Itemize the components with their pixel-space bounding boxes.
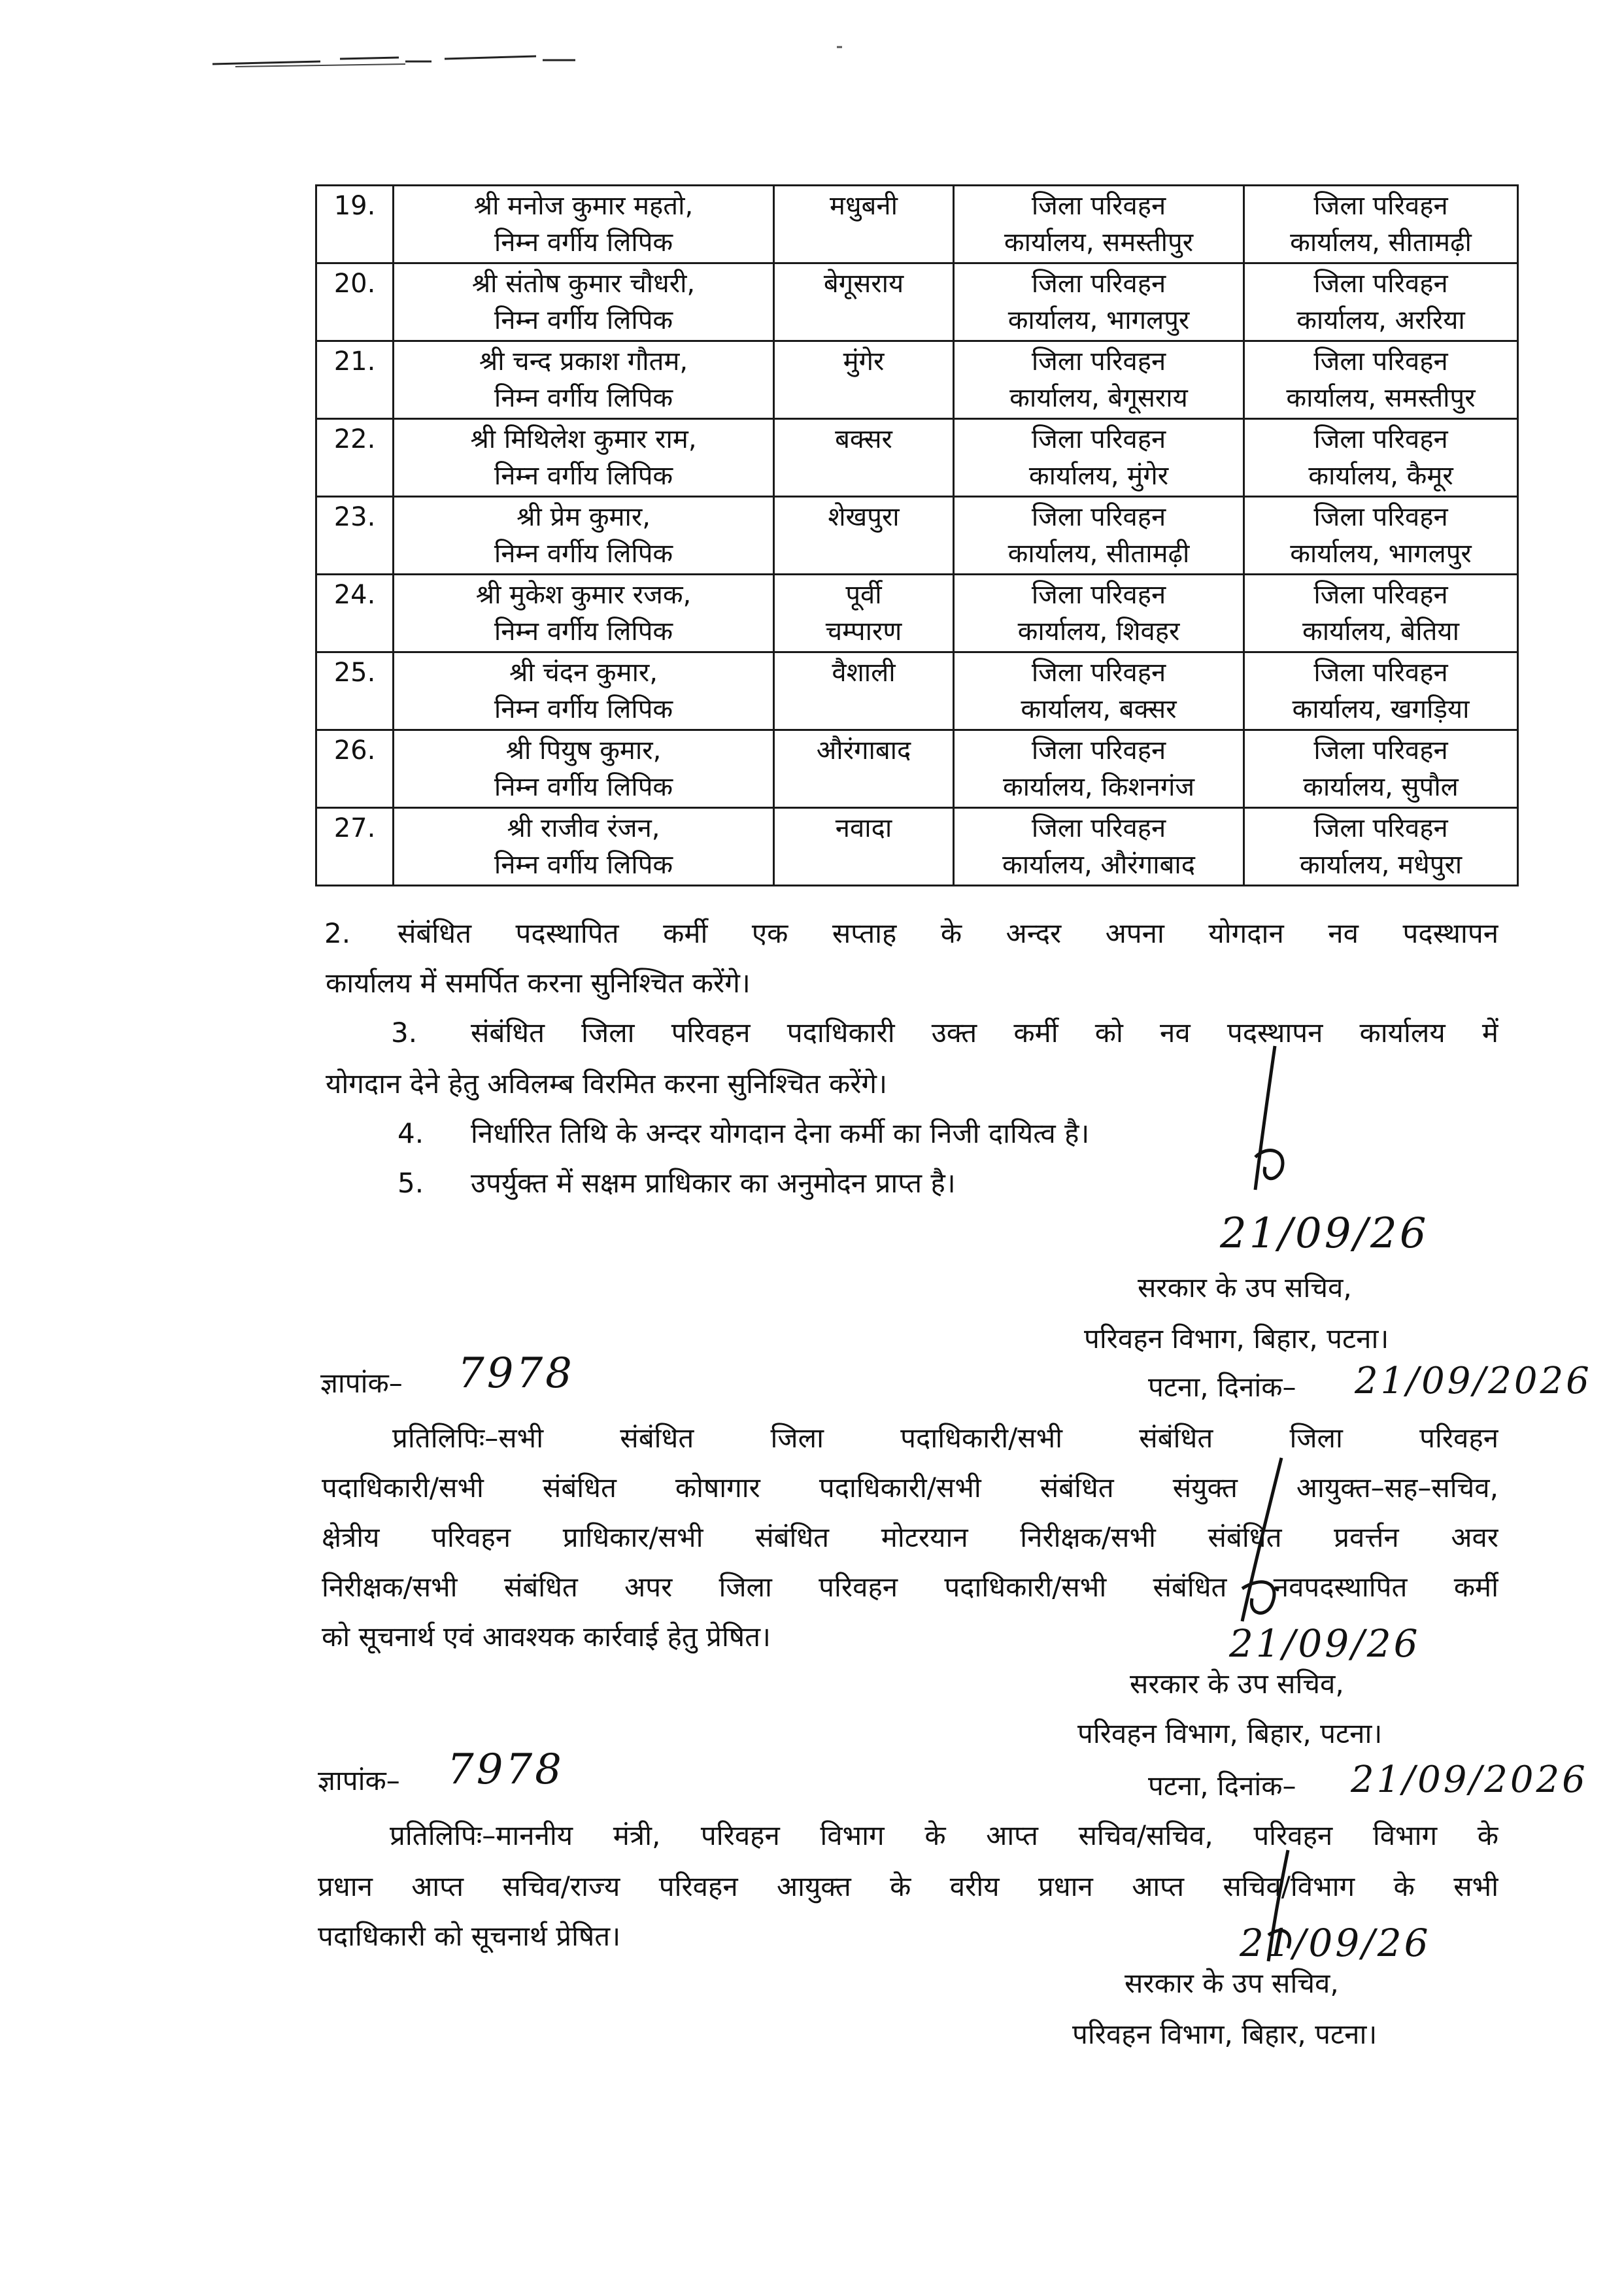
home-district-cell	[774, 652, 954, 730]
point-4-number: 4.	[398, 1117, 424, 1149]
current-office-line: कार्यालय, शिवहर	[1017, 616, 1180, 647]
new-office-cell	[1244, 341, 1518, 419]
employee-name: श्री मनोज कुमार महतो,	[473, 191, 694, 221]
employee-cell	[394, 808, 774, 886]
current-office-line: कार्यालय, औरंगाबाद	[1002, 850, 1195, 880]
home-district-line: मधुबनी	[830, 191, 898, 221]
point-3-number: 3.	[391, 1017, 418, 1049]
new-office-line: जिला परिवहन	[1313, 269, 1448, 299]
memo-1-line-2: पदाधिकारी/सभी संबंधित कोषागार पदाधिकारी/सभी संबंधित संयुक्त आयुक्त–सह–सचिव,	[322, 1472, 1498, 1504]
employee-name: श्री प्रेम कुमार,	[516, 502, 651, 532]
current-office-cell	[954, 341, 1244, 419]
signature-3-designation: सरकार के उप सचिव,	[1125, 1967, 1339, 1999]
signature-date-3: 21/09/26	[1240, 1921, 1431, 1965]
table-row	[316, 419, 1518, 497]
home-district-line: नवादा	[835, 813, 892, 843]
current-office-line: कार्यालय, बेगूसराय	[1009, 383, 1188, 413]
signature-2-department: परिवहन विभाग, बिहार, पटना।	[1077, 1717, 1383, 1749]
employee-post: निम्न वर्गीय लिपिक	[494, 694, 673, 724]
employee-post: निम्न वर्गीय लिपिक	[494, 616, 673, 647]
memo-1-date-label: पटना, दिनांक–	[1148, 1371, 1296, 1403]
new-office-cell	[1244, 575, 1518, 652]
employee-post: निम्न वर्गीय लिपिक	[494, 383, 673, 413]
employee-name: श्री मुकेश कुमार रजक,	[475, 580, 692, 610]
new-office-line: जिला परिवहन	[1313, 813, 1448, 843]
home-district-cell	[774, 730, 954, 808]
new-office-line: जिला परिवहन	[1313, 424, 1448, 454]
home-district-line: मुंगेर	[843, 346, 885, 377]
home-district-cell	[774, 186, 954, 263]
current-office-cell	[954, 263, 1244, 341]
table-row	[316, 730, 1518, 808]
memo-1-last-line: को सूचनार्थ एवं आवश्यक कार्रवाई हेतु प्रेषित।	[322, 1621, 771, 1653]
new-office-line: जिला परिवहन	[1313, 580, 1448, 610]
serial-number-cell: 20.	[316, 263, 394, 341]
point-2-number: 2.	[324, 917, 351, 949]
transfer-table	[315, 184, 1519, 886]
table-row	[316, 186, 1518, 263]
employee-cell	[394, 341, 774, 419]
serial-number-cell: 21.	[316, 341, 394, 419]
current-office-cell	[954, 808, 1244, 886]
current-office-cell	[954, 652, 1244, 730]
employee-name: श्री मिथिलेश कुमार राम,	[470, 424, 697, 454]
home-district-line: बेगूसराय	[823, 269, 904, 299]
home-district-cell	[774, 263, 954, 341]
employee-cell	[394, 730, 774, 808]
employee-cell	[394, 652, 774, 730]
current-office-line: जिला परिवहन	[1031, 191, 1166, 221]
table-body	[316, 186, 1518, 886]
employee-post: निम्न वर्गीय लिपिक	[494, 539, 673, 569]
current-office-line: जिला परिवहन	[1031, 269, 1166, 299]
home-district-line: बक्सर	[835, 424, 892, 454]
memo-2-gyapank-number: 7978	[447, 1746, 564, 1794]
employee-post: निम्न वर्गीय लिपिक	[494, 305, 673, 335]
employee-post: निम्न वर्गीय लिपिक	[494, 772, 673, 802]
employee-name: श्री चंदन कुमार,	[509, 658, 658, 688]
current-office-line: कार्यालय, मुंगेर	[1028, 461, 1169, 491]
memo-2-gyapank-label: ज्ञापांक–	[318, 1764, 400, 1796]
home-district-cell	[774, 419, 954, 497]
new-office-line: कार्यालय, कैमूर	[1308, 461, 1453, 491]
current-office-line: कार्यालय, बक्सर	[1021, 694, 1177, 724]
current-office-line: कार्यालय, सीतामढ़ी	[1007, 539, 1190, 569]
serial-number-cell: 25.	[316, 652, 394, 730]
home-district-line: शेखपुरा	[828, 502, 900, 532]
employee-post: निम्न वर्गीय लिपिक	[494, 228, 673, 258]
new-office-line: कार्यालय, अररिया	[1296, 305, 1465, 335]
table-row	[316, 652, 1518, 730]
new-office-line: कार्यालय, सुपौल	[1303, 772, 1459, 802]
current-office-line: जिला परिवहन	[1031, 502, 1166, 532]
serial-number-cell: 26.	[316, 730, 394, 808]
signature-initial-1	[1229, 1039, 1321, 1209]
point-5-number: 5.	[398, 1167, 424, 1199]
point-3-line-2: योगदान देने हेतु अविलम्ब विरमित करना सुनिश्चित करेंगे।	[326, 1068, 887, 1100]
new-office-line: कार्यालय, मधेपुरा	[1299, 850, 1463, 880]
point-2-line-1: संबंधित पदस्थापित कर्मी एक सप्ताह के अन्दर अपना योगदान नव पदस्थापन	[398, 917, 1498, 949]
signature-2-designation: सरकार के उप सचिव,	[1130, 1668, 1344, 1700]
employee-cell	[394, 497, 774, 575]
current-office-cell	[954, 186, 1244, 263]
point-4-text: निर्धारित तिथि के अन्दर योगदान देना कर्मी का निजी दायित्व है।	[471, 1117, 1090, 1149]
current-office-line: जिला परिवहन	[1031, 346, 1166, 377]
memo-1-line-3: क्षेत्रीय परिवहन प्राधिकार/सभी संबंधित मोटरयान निरीक्षक/सभी संबंधित प्रवर्त्तन अवर	[322, 1521, 1498, 1553]
new-office-line: जिला परिवहन	[1313, 658, 1448, 688]
new-office-line: जिला परिवहन	[1313, 191, 1448, 221]
signature-3-department: परिवहन विभाग, बिहार, पटना।	[1072, 2018, 1378, 2050]
current-office-cell	[954, 730, 1244, 808]
new-office-line: कार्यालय, खगड़िया	[1292, 694, 1470, 724]
employee-cell	[394, 186, 774, 263]
home-district-cell	[774, 575, 954, 652]
serial-number-cell: 23.	[316, 497, 394, 575]
employee-name: श्री संतोष कुमार चौधरी,	[471, 269, 696, 299]
memo-1-line-4: निरीक्षक/सभी संबंधित अपर जिला परिवहन पदाधिकारी/सभी संबंधित नवपदस्थापित कर्मी	[322, 1571, 1498, 1603]
current-office-cell	[954, 497, 1244, 575]
current-office-cell	[954, 419, 1244, 497]
table-row	[316, 575, 1518, 652]
home-district-cell	[774, 497, 954, 575]
scan-marks	[209, 39, 863, 78]
memo-1-date-value: 21/09/2026	[1355, 1360, 1592, 1402]
current-office-cell	[954, 575, 1244, 652]
memo-2-date-label: पटना, दिनांक–	[1148, 1770, 1296, 1802]
current-office-line: कार्यालय, किशनगंज	[1002, 772, 1195, 802]
signature-1-designation: सरकार के उप सचिव,	[1138, 1272, 1352, 1304]
employee-name: श्री पियुष कुमार,	[505, 735, 662, 766]
employee-cell	[394, 419, 774, 497]
new-office-cell	[1244, 808, 1518, 886]
home-district-cell	[774, 341, 954, 419]
employee-name: श्री चन्द प्रकाश गौतम,	[479, 346, 688, 377]
table-row	[316, 497, 1518, 575]
signature-initial-2	[1216, 1451, 1321, 1647]
memo-2-last-line: पदाधिकारी को सूचनार्थ प्रेषित।	[318, 1920, 621, 1952]
employee-cell	[394, 263, 774, 341]
new-office-line: जिला परिवहन	[1313, 346, 1448, 377]
current-office-line: जिला परिवहन	[1031, 658, 1166, 688]
signature-1-department: परिवहन विभाग, बिहार, पटना।	[1084, 1323, 1389, 1355]
new-office-cell	[1244, 263, 1518, 341]
memo-1-line-1: प्रतिलिपिः–सभी संबंधित जिला पदाधिकारी/सभी संबंधित जिला परिवहन	[392, 1422, 1498, 1454]
new-office-line: जिला परिवहन	[1313, 502, 1448, 532]
current-office-line: जिला परिवहन	[1031, 735, 1166, 766]
new-office-cell	[1244, 652, 1518, 730]
point-5-text: उपर्युक्त में सक्षम प्राधिकार का अनुमोदन प्राप्त है।	[471, 1167, 956, 1199]
memo-2-line-2: प्रधान आप्त सचिव/राज्य परिवहन आयुक्त के वरीय प्रधान आप्त सचिव/विभाग के सभी	[318, 1870, 1498, 1902]
new-office-line: जिला परिवहन	[1313, 735, 1448, 766]
serial-number-cell: 24.	[316, 575, 394, 652]
employee-post: निम्न वर्गीय लिपिक	[494, 850, 673, 880]
home-district-line: चम्पारण	[825, 616, 902, 647]
home-district-line: वैशाली	[832, 658, 896, 688]
new-office-cell	[1244, 419, 1518, 497]
home-district-line: औरंगाबाद	[816, 735, 911, 766]
serial-number-cell: 27.	[316, 808, 394, 886]
current-office-line: कार्यालय, समस्तीपुर	[1004, 228, 1194, 258]
current-office-line: जिला परिवहन	[1031, 580, 1166, 610]
table-row	[316, 341, 1518, 419]
signature-date-1: 21/09/26	[1220, 1209, 1429, 1258]
new-office-cell	[1244, 186, 1518, 263]
serial-number-cell: 22.	[316, 419, 394, 497]
memo-1-gyapank-number: 7978	[458, 1349, 575, 1398]
current-office-line: कार्यालय, भागलपुर	[1007, 305, 1190, 335]
table-row	[316, 263, 1518, 341]
serial-number-cell: 19.	[316, 186, 394, 263]
home-district-cell	[774, 808, 954, 886]
new-office-cell	[1244, 730, 1518, 808]
new-office-cell	[1244, 497, 1518, 575]
signature-date-2: 21/09/26	[1229, 1621, 1421, 1666]
memo-2-line-1: प्रतिलिपिः–माननीय मंत्री, परिवहन विभाग के आप्त सचिव/सचिव, परिवहन विभाग के	[390, 1819, 1498, 1851]
current-office-line: जिला परिवहन	[1031, 424, 1166, 454]
new-office-line: कार्यालय, समस्तीपुर	[1286, 383, 1476, 413]
new-office-line: कार्यालय, भागलपुर	[1290, 539, 1472, 569]
home-district-line: पूर्वी	[845, 580, 882, 610]
memo-1-gyapank-label: ज्ञापांक–	[320, 1367, 403, 1399]
point-3-line-1: संबंधित जिला परिवहन पदाधिकारी उक्त कर्मी को नव पदस्थापन कार्यालय में	[471, 1017, 1498, 1049]
new-office-line: कार्यालय, बेतिया	[1302, 616, 1459, 647]
current-office-line: जिला परिवहन	[1031, 813, 1166, 843]
new-office-line: कार्यालय, सीतामढ़ी	[1290, 228, 1472, 258]
employee-post: निम्न वर्गीय लिपिक	[494, 461, 673, 491]
memo-2-date-value: 21/09/2026	[1351, 1759, 1588, 1801]
table-row	[316, 808, 1518, 886]
employee-cell	[394, 575, 774, 652]
employee-name: श्री राजीव रंजन,	[507, 813, 660, 843]
point-2-line-2: कार्यालय में समर्पित करना सुनिश्चित करेंगे।	[326, 967, 751, 999]
